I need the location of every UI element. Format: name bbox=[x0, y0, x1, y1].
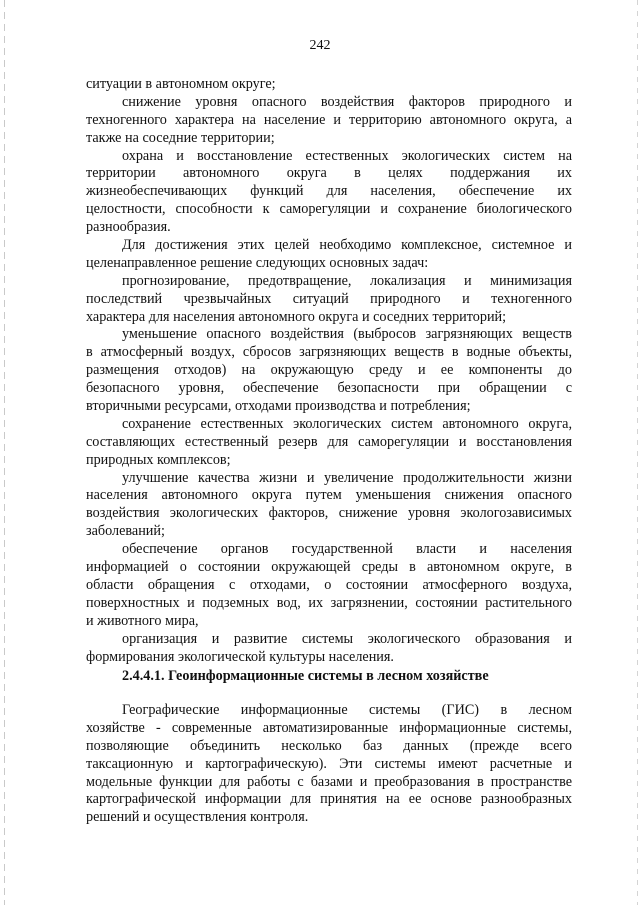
text-line: организация и развитие системы экологического образования и bbox=[122, 630, 572, 647]
text-line: вторичными ресурсами, отходами производства и потребления; bbox=[86, 398, 471, 415]
text-line: охрана и восстановление естественных экологических систем на bbox=[122, 147, 572, 164]
body-text bbox=[86, 76, 572, 666]
text-line: уменьшение опасного воздействия (выбросов загрязняющих веществ bbox=[122, 326, 572, 343]
text-line: населения автономного округа путем уменьшения снижения опасного bbox=[86, 487, 572, 504]
scan-edge-right bbox=[637, 0, 638, 905]
section-heading: 2.4.4.1. Геоинформационные системы в лесном хозяйстве bbox=[122, 668, 489, 684]
text-line: улучшение качества жизни и увеличение продолжительности жизни bbox=[122, 469, 572, 486]
text-line: целенаправленное решение следующих основных задач: bbox=[86, 254, 429, 271]
section-body-text bbox=[86, 702, 572, 827]
text-line: техногенного характера на население и территорию автономного округа, а bbox=[86, 111, 572, 128]
text-line: поверхностных и подземных вод, их загрязнении, состоянии растительного bbox=[86, 594, 572, 611]
text-line: сохранение естественных экологических систем автономного округа, bbox=[122, 415, 572, 432]
text-line: обеспечение органов государственной власти и населения bbox=[122, 541, 572, 558]
text-line: формирования экологической культуры населения. bbox=[86, 648, 394, 665]
text-line: Для достижения этих целей необходимо комплексное, системное и bbox=[122, 237, 572, 254]
text-line: жизнеобеспечивающих функций для населения, обеспечение их bbox=[86, 183, 572, 200]
text-line: прогнозирование, предотвращение, локализация и минимизация bbox=[122, 272, 572, 289]
page-number: 242 bbox=[309, 38, 331, 53]
text-line: снижение уровня опасного воздействия факторов природного и bbox=[122, 93, 572, 110]
text-line: в атмосферный воздух, сбросов загрязняющих веществ в водные объекты, bbox=[86, 344, 572, 361]
text-line: целостности, способности к саморегуляции и сохранение биологического bbox=[86, 201, 572, 218]
text-line: также на соседние территории; bbox=[86, 129, 275, 146]
text-line: характера для населения автономного округа и соседних территорий; bbox=[86, 308, 507, 325]
text-line: таксационную и картографическую). Эти системы имеют расчетные и bbox=[86, 755, 572, 772]
text-line: воздействия экологических факторов, снижение уровня экологозависимых bbox=[86, 505, 572, 522]
text-line: информацией о состоянии окружающей среды в автономном округе, в bbox=[86, 559, 572, 576]
text-line: ситуации в автономном округе; bbox=[86, 76, 276, 92]
text-line: хозяйстве - современные автоматизированные информационные системы, bbox=[86, 719, 572, 736]
text-line: территории автономного округа в целях поддержания их bbox=[86, 165, 572, 182]
text-line: заболеваний; bbox=[86, 523, 165, 540]
text-line: картографической информации для принятия на ее основе разнообразных bbox=[86, 791, 572, 808]
text-line: модельные функции для работы с базами и преобразования в пространстве bbox=[86, 773, 572, 790]
text-line: решений и осуществления контроля. bbox=[86, 809, 309, 826]
text-line: последствий чрезвычайных ситуаций природного и техногенного bbox=[86, 290, 572, 307]
text-line: природных комплексов; bbox=[86, 451, 231, 468]
scan-edge-left bbox=[4, 0, 5, 905]
text-line: размещения отходов) на окружающую среду и ее компоненты до bbox=[86, 362, 572, 379]
text-line: и животного мира, bbox=[86, 612, 199, 629]
text-line: разнообразия. bbox=[86, 219, 171, 236]
text-line: безопасного уровня, обеспечение безопасности при обращении с bbox=[86, 380, 572, 397]
text-line: позволяющие объединить несколько баз данных (прежде всего bbox=[86, 737, 572, 754]
text-line: Географические информационные системы (ГИС) в лесном bbox=[122, 702, 572, 718]
text-line: области обращения с отходами, о состоянии атмосферного воздуха, bbox=[86, 576, 572, 593]
text-line: составляющих естественный резерв для саморегуляции и восстановления bbox=[86, 433, 572, 450]
